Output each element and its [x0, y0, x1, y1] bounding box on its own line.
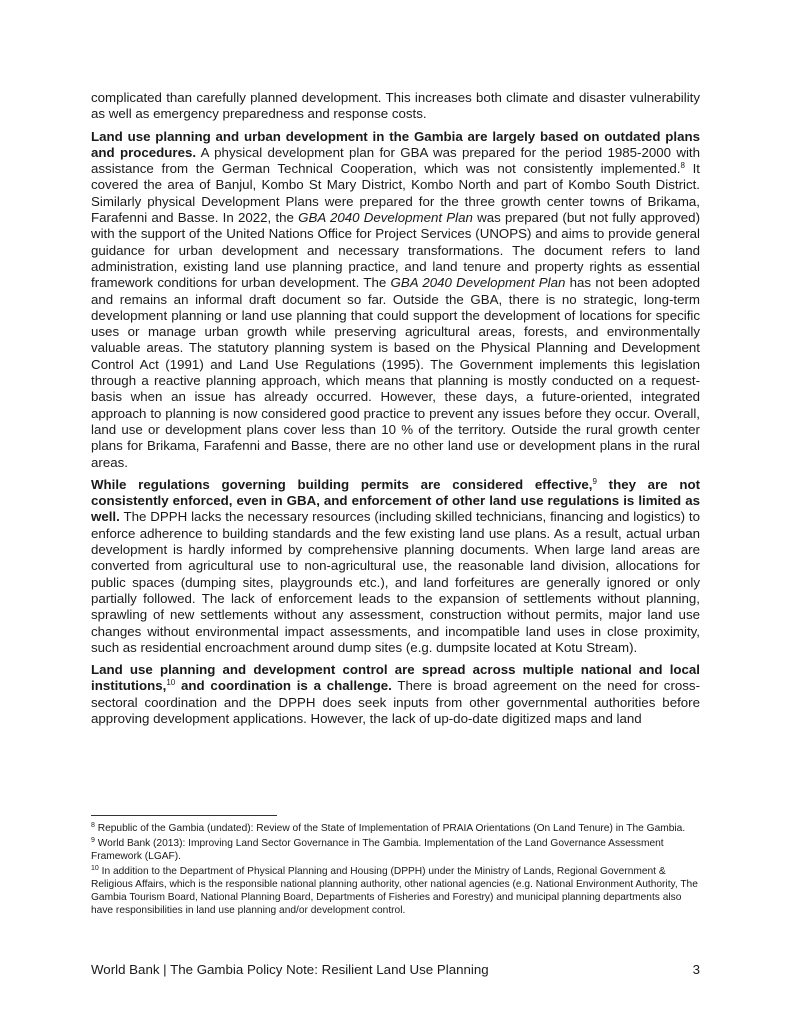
footnote-8: $^8$ Republic of the Gambia (undated): Review of the State of Implementation of PRAIA Orientations (On Land Tenure) in The Gambia. [91, 822, 686, 834]
footnote-separator [91, 815, 277, 816]
footnote-ref-9[interactable]: 9 [592, 476, 597, 486]
plan-title: GBA 2040 Development Plan [390, 275, 566, 291]
paragraph-land-use-planning: Land use planning and urban development in the Gambia are largely based on outdated plans and procedures. A physical development plan for GBA was prepared for the period 1985-2000 with assistance from the German Technical Cooperation, which was not consistently implemented.$^8$ It covered the area of Banjul, Kombo St Mary District, Kombo North and part of Kombo South District. Similarly physical Development Plans were prepared for the three growth center towns of Brikama, Farafenni and Basse. In 2022, the GBA 2040 Development Plan was prepared (but not fully approved) with the support of the United Nations Office for Project Services (UNOPS) and aims to provide general guidance for urban development and necessary transformations. The document refers to land administration, existing land use planning practice, and land tenure and property rights as essential framework conditions for urban development. The GBA 2040 Development Plan has not been adopted and remains an informal draft document so far. Outside the GBA, there is no strategic, long-term development planning or land use planning that could support the development of locations for specific uses or manage urban growth while preserving agricultural areas, forests, and environmentally valuable areas. The statutory planning system is based on the Physical Planning and Development Control Act (1991) and Land Use Regulations (1995). The Government implements this legislation through a reactive planning approach, which means that planning is mostly conducted on a request-basis when an issue has already occurred. However, these days, a future-oriented, integrated approach to planning is now considered good practice to prevent any issues before they occur. Overall, land use or development plans cover less than 10 % of the territory. Outside the rural growth center plans for Brikama, Farafenni and Basse, there are no other land use or development plans in the rural areas. [91, 128, 701, 470]
paragraph-lead: Land use planning and development control are spread across multiple national and local institutions, [91, 662, 700, 694]
page-footer [91, 961, 700, 979]
paragraph-lead: While regulations governing building permits are considered effective, [91, 476, 593, 492]
paragraph-intro [91, 90, 700, 123]
footnotes [91, 822, 700, 919]
plan-title: GBA 2040 Development Plan [298, 210, 473, 226]
footer-title: World Bank | The Gambia Policy Note: Resilient Land Use Planning [91, 962, 489, 977]
footnote-ref-10[interactable]: 10 [166, 678, 176, 688]
page-number: 3 [692, 962, 700, 977]
footnote-10: $^{10}$ In addition to the Department of Physical Planning and Housing (DPPH) under the Ministry of Lands, Regional Government & Religious Affairs, which is the responsible national planning authority, other national agencies (e.g. National Environment Authority, The Gambia Tourism Board, National Planning Board, Departments of Fisheries and Forestry) and municipal planning departments also have responsibilities in land use planning and/or development control. [91, 865, 698, 916]
footnote-9: $^9$ World Bank (2013): Improving Land Sector Governance in The Gambia. Implementation of the Land Governance Assessment Framework (LGAF). [91, 837, 664, 862]
paragraph-lead: Land use planning and urban development in the Gambia are largely based on outdated plans and procedures. [91, 128, 700, 160]
paragraph-text: complicated than carefully planned development. This increases both climate and disaster vulnerability as well as emergency preparedness and response costs. [91, 90, 700, 122]
paragraph-lead: they are not consistently enforced, even in GBA, and enforcement of other land use regulations is limited as well. [91, 476, 700, 525]
paragraph-coordination: Land use planning and development control are spread across multiple national and local institutions,$^{10}$ and coordination is a challenge. There is broad agreement on the need for cross-sectoral coordination and the DPPH does seek inputs from other governmental authorities before approving development applications. However, the lack of up-do-date digitized maps and land [91, 662, 700, 726]
paragraph-building-permits: While regulations governing building permits are considered effective,$^9$ they are not consistently enforced, even in GBA, and enforcement of other land use regulations is limited as well. The DPPH lacks the necessary resources (including skilled technicians, financing and logistics) to enforce adherence to building standards and the few existing land use plans. As a result, actual urban development is hardly informed by comprehensive planning documents. When large land areas are converted from agricultural use to non-agricultural use, the reasonable land division, allocations for public spaces (dumping sites, playgrounds etc.), and land forfeitures are generally ignored or only partially followed. The lack of enforcement leads to the expansion of settlements without planning, sprawling of new settlements without any assessment, construction without permits, major land use changes without environmental impact assessments, and incompatible land uses in close proximity, such as residential encroachment around dump sites (e.g. dumpsite located at Kotu Stream). [91, 476, 700, 655]
document-body [91, 90, 700, 733]
paragraph-lead: and coordination is a challenge. [175, 678, 392, 694]
footnote-ref-8[interactable]: 8 [680, 161, 685, 171]
